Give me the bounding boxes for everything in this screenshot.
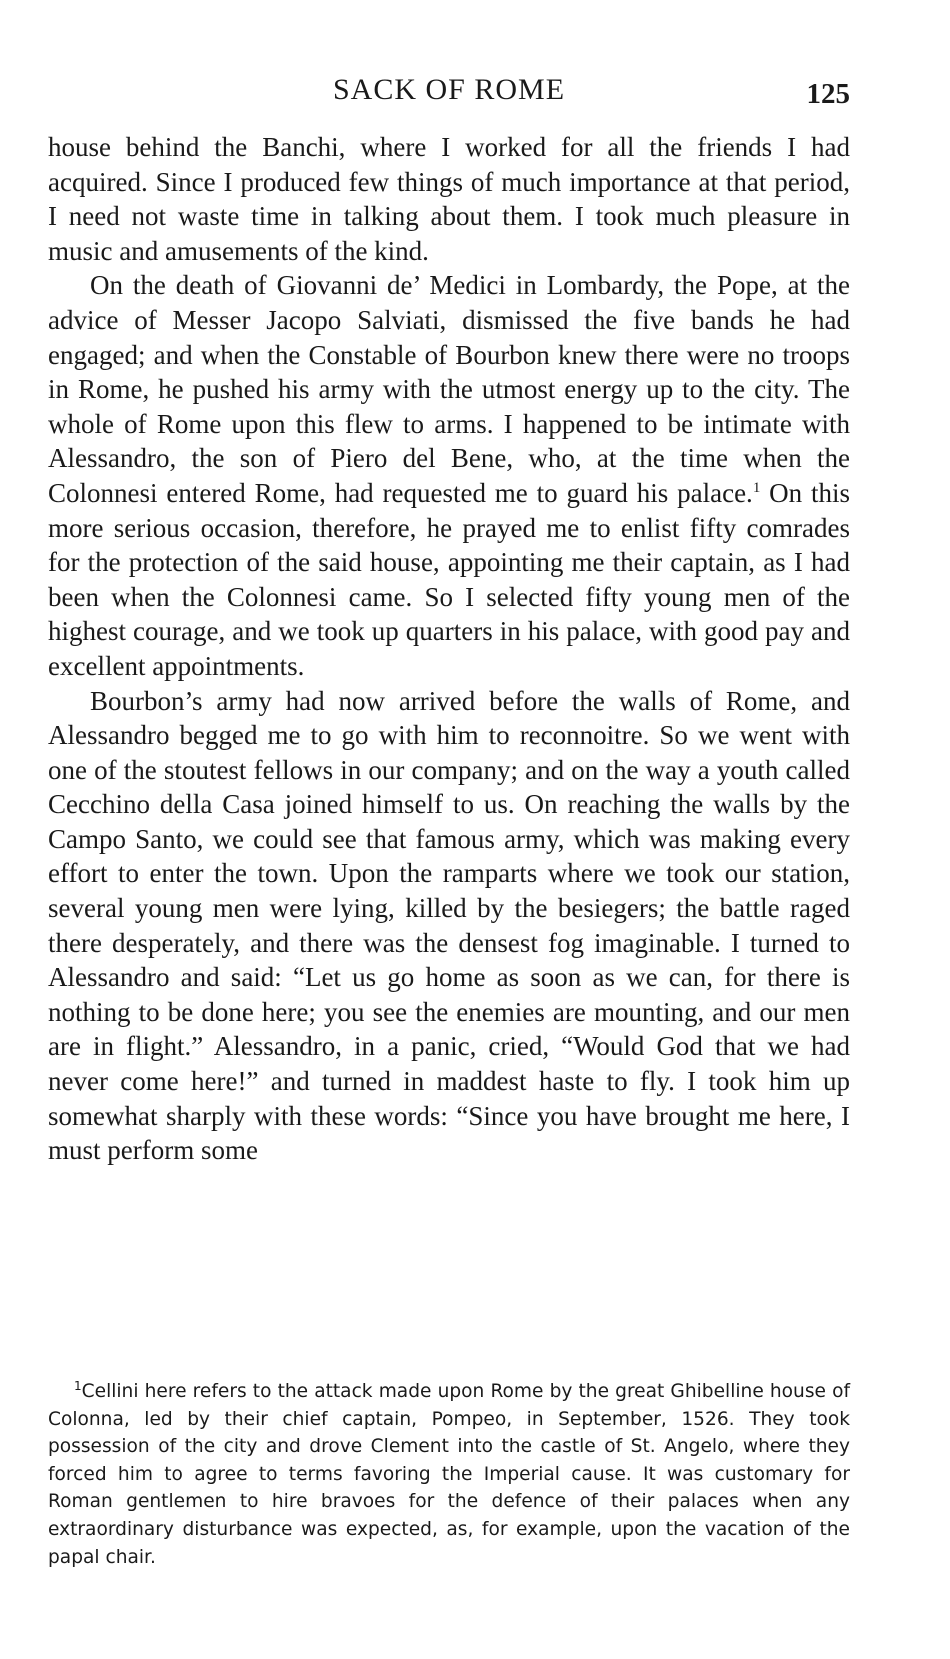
footnote [48,1378,850,1571]
footnote-reference: 1 [752,479,761,496]
running-title: SACK OF ROME [332,73,566,106]
running-head [48,70,850,114]
paragraph-text: On this more serious occasion, therefore, he prayed me to enlist fifty comrades for the protection of the said house, appointing me their captain, as I had been when the Colonnesi came. So I selected fifty young men of the highest courage, and we took up quarters in his palace, with good pay and excellent appointments. [48,477,850,681]
paragraph-continued: house behind the Banchi, where I worked for all the friends I had acquired. Since I produced few things of much importance at that period, I need not waste time in talking about them. I took much pleasure in music and amusements of the kind. [48,132,850,266]
footnote-text: Cellini here refers to the attack made upon Rome by the great Ghibelline house of Colonna, led by their chief captain, Pompeo, in September, 1526. They took possession of the city and drove Clement into the castle of St. Angelo, where they forced him to agree to terms favoring the Imperial cause. It was customary for Roman gentlemen to hire bravoes for the defence of their palaces when any extraordinary disturbance was expected, as, for example, upon the vacation of the papal chair. [48,1381,850,1568]
paragraph-medici-death [48,268,850,683]
footnote-marker: 1 [74,1379,82,1393]
paragraph-text: On the death of Giovanni de’ Medici in Lombardy, the Pope, at the advice of Messer Jacopo Salviati, dismissed the five bands he had engaged; and when the Constable of Bourbon knew there were no troops in Rome, he pushed his army with the utmost energy up to the city. The whole of Rome upon this flew to arms. I happened to be intimate with Alessandro, the son of Piero del Bene, who, at the time when the Colonnesi entered Rome, had requested me to guard his palace. [48,270,850,508]
body-text [48,130,850,1168]
paragraph-bourbon-army: Bourbon’s army had now arrived before the walls of Rome, and Alessandro begged me to go with him to reconnoitre. So we went with one of the stoutest fellows in our company; and on the way a youth called Cecchino della Casa joined himself to us. On reaching the walls by the Campo Santo, we could see that famous army, which was making every effort to enter the town. Upon the ramparts where we took our station, several young men were lying, killed by the besiegers; the battle raged there desperately, and there was the densest fog imaginable. I turned to Alessandro and said: “Let us go home as soon as we can, for there is nothing to be done here; you see the enemies are mounting, and our men are in flight.” Alessandro, in a panic, cried, “Would God that we had never come here!” and turned in maddest haste to fly. I took him up somewhat sharply with these words: “Since you have brought me here, I must perform some [48,685,850,1166]
page-number: 125 [806,78,850,110]
